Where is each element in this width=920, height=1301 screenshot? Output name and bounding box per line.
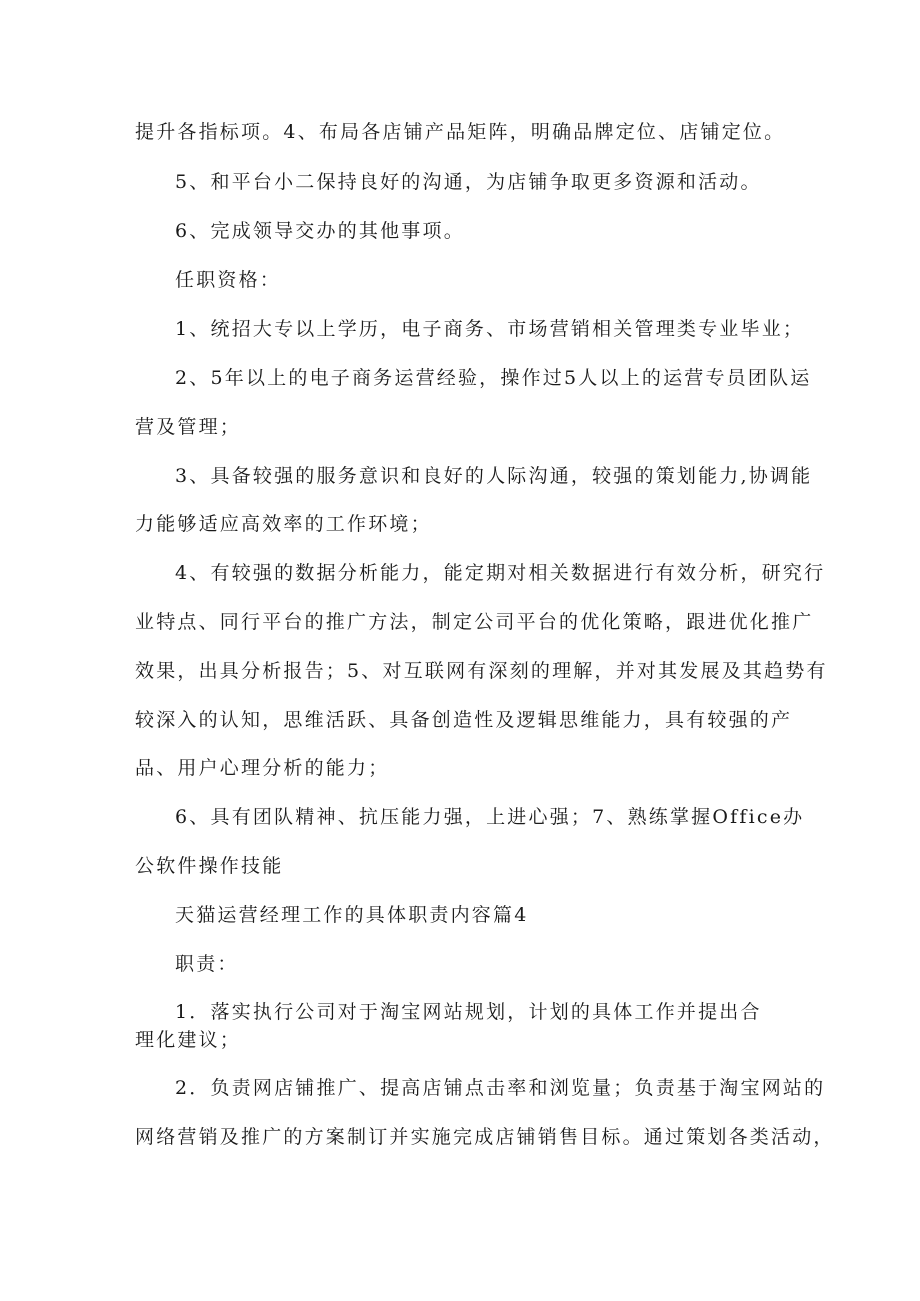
paragraph-line: 1．落实执行公司对于淘宝网站规划，计划的具体工作并提出合 [175, 1001, 762, 1023]
paragraph-line: 较深入的认知，思维活跃、具备创造性及逻辑思维能力，具有较强的产 [135, 709, 793, 731]
paragraph-line: 网络营销及推广的方案制订并实施完成店铺销售目标。通过策划各类活动， [135, 1126, 835, 1148]
section-heading: 任职资格： [175, 269, 282, 291]
paragraph-line: 5、和平台小二保持良好的沟通，为店铺争取更多资源和活动。 [175, 171, 762, 193]
paragraph-line: 6、具有团队精神、抗压能力强，上进心强；7、熟练掌握Office办 [175, 806, 805, 828]
paragraph-line: 力能够适应高效率的工作环境； [135, 513, 432, 535]
paragraph-line: 2．负责网店铺推广、提高店铺点击率和浏览量；负责基于淘宝网站的 [175, 1077, 826, 1099]
paragraph-line: 3、具备较强的服务意识和良好的人际沟通，较强的策划能力,协调能 [175, 465, 813, 487]
paragraph-line: 1、统招大专以上学历，电子商务、市场营销相关管理类专业毕业； [175, 318, 805, 340]
paragraph-line: 提升各指标项。4、布局各店铺产品矩阵，明确品牌定位、店铺定位。 [135, 121, 786, 143]
paragraph-line: 营及管理； [135, 416, 242, 438]
paragraph-line: 公软件操作技能 [135, 855, 284, 877]
paragraph-line: 品、用户心理分析的能力； [135, 757, 390, 779]
paragraph-line: 4、有较强的数据分析能力，能定期对相关数据进行有效分析，研究行 [175, 562, 826, 584]
paragraph-line: 6、完成领导交办的其他事项。 [175, 220, 465, 242]
section-title: 天猫运营经理工作的具体职责内容篇4 [175, 904, 529, 926]
paragraph-line: 理化建议； [135, 1029, 242, 1051]
paragraph-line: 2、5年以上的电子商务运营经验，操作过5人以上的运营专员团队运 [175, 367, 812, 389]
section-heading: 职责： [175, 953, 239, 975]
paragraph-line: 业特点、同行平台的推广方法，制定公司平台的优化策略，跟进优化推广 [135, 611, 814, 633]
paragraph-line: 效果，出具分析报告；5、对互联网有深刻的理解，并对其发展及其趋势有 [135, 660, 828, 682]
